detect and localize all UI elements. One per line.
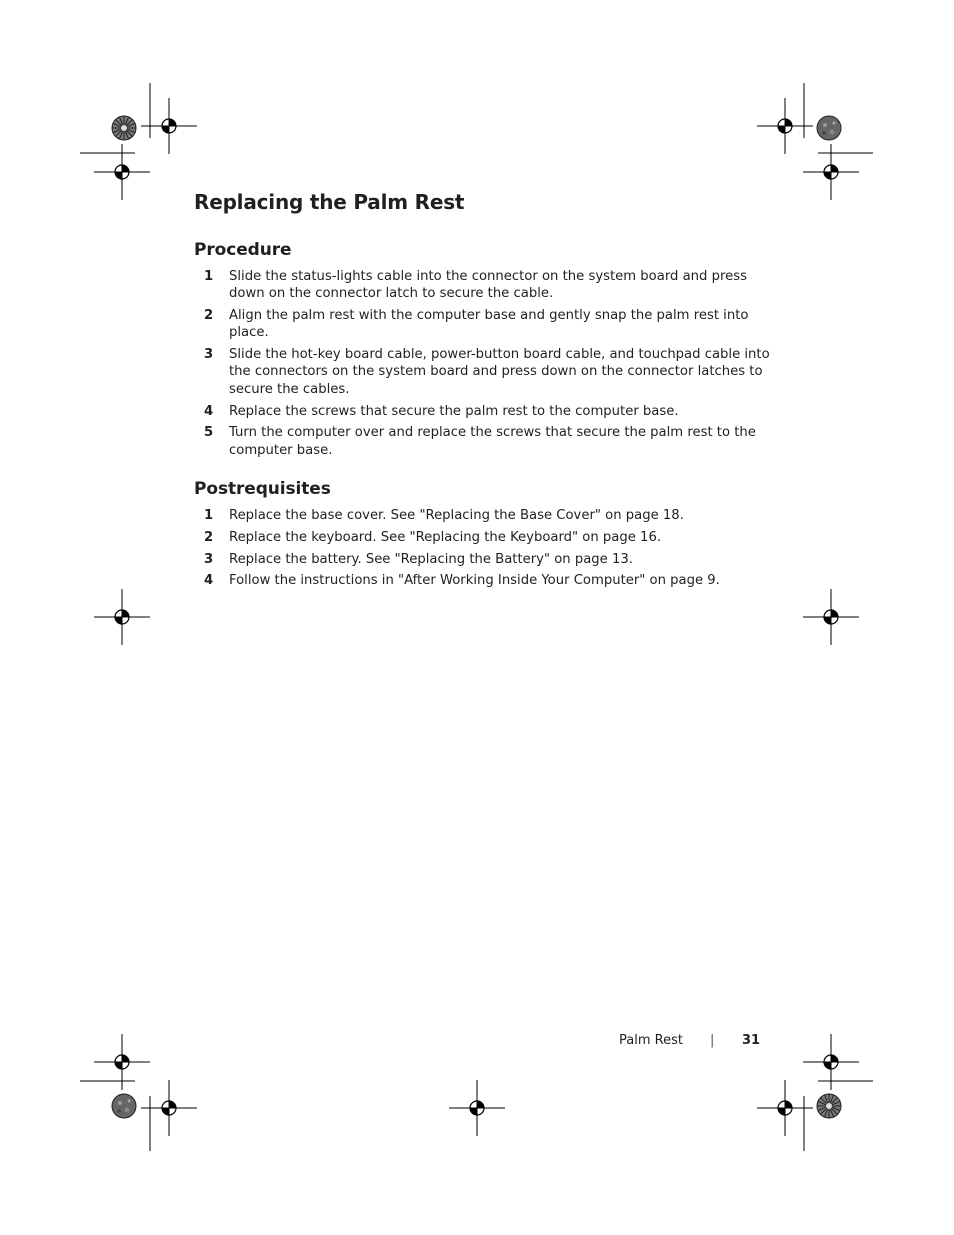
step-text: Slide the hot-key board cable, power-button board cable, and touchpad cable into the connectors on the system board and press down on the connector latches to secure the cables.	[229, 347, 770, 397]
postrequisites-steps	[194, 507, 774, 594]
step-number: 2	[204, 529, 214, 545]
crosshair-registration-icon	[757, 1080, 813, 1136]
step-number: 4	[204, 403, 214, 419]
step-text: Replace the keyboard. See "Replacing the Keyboard" on page 16.	[229, 529, 662, 545]
footer-page-number: 31	[742, 1033, 761, 1048]
starburst-color-bar-icon	[112, 116, 136, 140]
step-text: Align the palm rest with the computer base and gently snap the palm rest into place.	[229, 308, 749, 341]
crosshair-registration-icon	[94, 144, 150, 200]
page-title: Replacing the Palm Rest	[194, 190, 465, 214]
step-number: 3	[204, 551, 214, 567]
step-text: Slide the status-lights cable into the connector on the system board and press down on the connector latch to secure the cable.	[229, 269, 747, 302]
procedure-heading: Procedure	[194, 240, 292, 260]
procedure-step	[194, 268, 774, 303]
crosshair-registration-icon	[803, 1034, 859, 1090]
speckle-color-bar-icon	[112, 1094, 136, 1118]
step-text: Turn the computer over and replace the screws that secure the palm rest to the computer base.	[229, 425, 756, 458]
step-number: 1	[204, 508, 214, 523]
step-text: Replace the screws that secure the palm rest to the computer base.	[229, 403, 679, 419]
postrequisite-step	[194, 507, 774, 524]
crosshair-registration-icon	[141, 98, 197, 154]
step-number: 3	[204, 347, 214, 363]
footer-section-name: Palm Rest	[619, 1033, 683, 1048]
postrequisite-step	[194, 551, 774, 568]
step-number: 1	[204, 269, 214, 284]
procedure-step	[194, 307, 774, 342]
procedure-step	[194, 424, 774, 459]
crosshair-registration-icon	[141, 1080, 197, 1136]
starburst-color-bar-icon	[817, 1094, 841, 1118]
speckle-color-bar-icon	[817, 116, 841, 140]
step-number: 4	[204, 573, 214, 589]
footer-separator: |	[710, 1033, 715, 1048]
crosshair-registration-icon	[449, 1080, 505, 1136]
crosshair-registration-icon	[803, 144, 859, 200]
step-text: Replace the battery. See "Replacing the Battery" on page 13.	[229, 551, 633, 567]
crosshair-registration-icon	[94, 1034, 150, 1090]
step-number: 5	[204, 425, 214, 441]
step-text: Follow the instructions in "After Working Inside Your Computer" on page 9.	[229, 573, 720, 589]
crosshair-registration-icon	[757, 98, 813, 154]
procedure-step	[194, 403, 774, 420]
postrequisite-step	[194, 529, 774, 546]
postrequisites-heading: Postrequisites	[194, 479, 331, 499]
procedure-step	[194, 346, 774, 398]
procedure-steps	[194, 268, 774, 463]
crosshair-registration-icon	[94, 589, 150, 645]
step-number: 2	[204, 308, 214, 324]
step-text: Replace the base cover. See "Replacing the Base Cover" on page 18.	[229, 508, 684, 523]
postrequisite-step	[194, 572, 774, 589]
crosshair-registration-icon	[803, 589, 859, 645]
